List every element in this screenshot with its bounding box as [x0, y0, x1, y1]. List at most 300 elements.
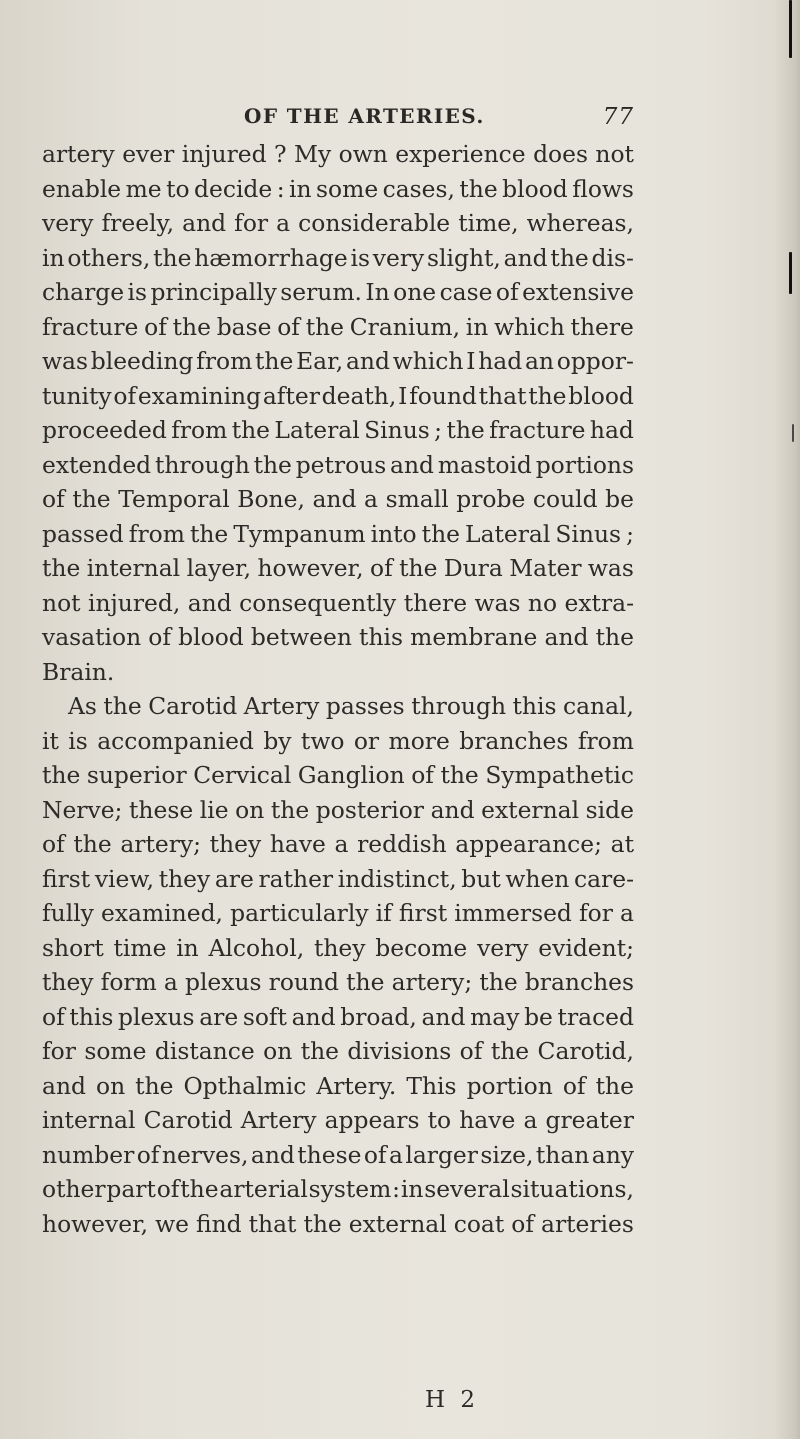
word: This [406, 1071, 457, 1100]
text-line [42, 379, 634, 414]
word: and [291, 1002, 336, 1031]
word: had [589, 416, 634, 444]
word: immersed [454, 899, 572, 927]
word: very [477, 933, 529, 962]
word: in [289, 174, 312, 203]
word: this [359, 623, 403, 651]
word: and [421, 1002, 466, 1031]
word: of [277, 312, 300, 341]
word: Cranium, [349, 312, 461, 341]
word: appears [324, 1106, 420, 1134]
word: time [113, 933, 167, 962]
word: to [427, 1106, 452, 1134]
word: slight, [427, 243, 501, 272]
word: ever [122, 140, 175, 168]
word: extended [42, 450, 152, 479]
word: on [263, 1037, 293, 1065]
word: does [533, 140, 588, 168]
word: and [345, 347, 390, 375]
word: passed [42, 519, 124, 548]
word: the [459, 174, 498, 203]
word: for [42, 1037, 76, 1065]
word: the [172, 312, 211, 341]
paragraph-end-line [42, 655, 634, 690]
word: side [585, 795, 634, 824]
word: injured, [87, 588, 181, 617]
word: arterial [219, 1175, 308, 1203]
word: superior [86, 761, 187, 789]
word: traced [557, 1002, 634, 1031]
text-line [42, 1207, 634, 1242]
word: the [72, 485, 111, 513]
word: a [364, 485, 378, 513]
word: Lateral [465, 519, 551, 548]
text-line [42, 1069, 634, 1104]
word: Artery. [316, 1071, 397, 1100]
text-line [42, 793, 634, 828]
word: Carotid, [537, 1037, 634, 1065]
word: of [411, 761, 434, 789]
word: at [610, 830, 634, 858]
word: the [550, 243, 589, 272]
word: from [577, 726, 634, 755]
text-line [42, 1034, 634, 1069]
word: of [370, 554, 393, 582]
word: for [579, 899, 613, 927]
text-line [42, 862, 634, 897]
text-line [42, 517, 634, 552]
word: may [470, 1002, 520, 1031]
word: extensive [522, 278, 634, 306]
word: was [587, 554, 634, 582]
word: the [135, 1071, 174, 1100]
word: Dura [443, 554, 503, 582]
word: the [399, 554, 438, 582]
word: tunity [42, 381, 112, 410]
word: when [505, 864, 570, 893]
word: any [591, 1140, 634, 1169]
word: is [68, 726, 88, 755]
word: me [125, 174, 162, 203]
word: a [620, 899, 634, 927]
word: was [42, 347, 88, 375]
word: Sympathetic [485, 761, 634, 789]
word: the [528, 381, 567, 410]
word: the [446, 416, 485, 444]
word: of [113, 381, 137, 410]
word: ? [274, 140, 287, 168]
text-line [42, 620, 634, 655]
word: from [196, 347, 253, 375]
word: had [478, 347, 523, 375]
word: there [403, 588, 468, 617]
word: several [424, 1175, 510, 1203]
word: membrane [410, 623, 538, 651]
text-line [42, 586, 634, 621]
word: and [390, 450, 435, 479]
word: could [532, 485, 598, 513]
word: that [478, 381, 527, 410]
word: a [334, 830, 349, 858]
word: charge [42, 278, 125, 306]
word: the [440, 761, 479, 789]
word: decide [194, 174, 273, 203]
word: and [250, 1140, 295, 1169]
text-line [42, 1103, 634, 1138]
word: on [96, 1071, 126, 1100]
word: size, [480, 1140, 534, 1169]
word: the [490, 1037, 530, 1065]
word: probe [456, 485, 526, 513]
word: Sinus [364, 416, 430, 444]
text-line [42, 241, 634, 276]
word: small [385, 485, 449, 513]
word: which [392, 347, 464, 375]
word: the [103, 692, 142, 720]
word: As [68, 692, 97, 720]
word: some [84, 1037, 147, 1065]
word: : [392, 1175, 401, 1203]
word: Carotid [148, 692, 238, 720]
word: the [180, 1175, 219, 1203]
word: posterior [315, 795, 424, 824]
word: base [216, 312, 272, 341]
word: and [42, 1071, 86, 1100]
text-line [42, 931, 634, 966]
word: the [595, 1071, 634, 1100]
word: fracture [42, 312, 139, 341]
word: cases, [382, 174, 455, 203]
word: from [128, 519, 185, 548]
word: of [136, 1140, 160, 1169]
word: blood [178, 623, 244, 651]
text-line [42, 827, 634, 862]
paragraph-first-line [42, 689, 634, 724]
word: for [234, 209, 269, 237]
word: the [479, 968, 518, 996]
text-line [42, 448, 634, 483]
word: of [42, 1002, 65, 1031]
word: they [42, 968, 94, 996]
word: larger [405, 1140, 478, 1169]
word: portions [535, 450, 634, 479]
word: fracture [489, 416, 586, 444]
word: be [605, 485, 634, 513]
word: distance [154, 1037, 255, 1065]
word: round [268, 968, 340, 996]
word: the [346, 968, 385, 996]
word: find [196, 1209, 242, 1238]
word: extra- [564, 588, 634, 617]
word: into [370, 519, 417, 548]
text-line [42, 275, 634, 310]
word: and [430, 795, 475, 824]
word: are [214, 864, 254, 893]
text-line [42, 206, 634, 241]
word: the [253, 450, 292, 479]
word: first [42, 864, 91, 893]
word: artery; [391, 968, 473, 996]
word: Brain. [42, 657, 115, 686]
text-line [42, 344, 634, 379]
word: case [439, 278, 493, 306]
word: there [570, 312, 634, 341]
word: have [269, 830, 326, 858]
word: very [372, 243, 425, 272]
word: death, [321, 381, 397, 410]
word: passes [325, 692, 405, 720]
word: two [300, 726, 345, 755]
word: Artery [240, 1106, 317, 1134]
word: plexus [184, 968, 262, 996]
word: very [42, 209, 94, 237]
word: the [303, 1209, 342, 1238]
word: the [231, 416, 271, 444]
word: evident; [538, 933, 634, 962]
word: branches [459, 726, 569, 755]
word: Carotid [143, 1106, 233, 1134]
word: if [375, 899, 392, 927]
text-line [42, 758, 634, 793]
word: Cervical [193, 761, 292, 789]
text-line [42, 1172, 634, 1207]
text-line [42, 413, 634, 448]
word: not [595, 140, 634, 168]
text-line [42, 1138, 634, 1173]
word: or [353, 726, 380, 755]
word: not [42, 588, 81, 617]
word: to [166, 174, 190, 203]
word: accompanied [97, 726, 254, 755]
word: external [481, 795, 580, 824]
text-line [42, 1000, 634, 1035]
word: it [42, 726, 59, 755]
word: a [388, 1140, 403, 1169]
word: of [459, 1037, 483, 1065]
word: in [400, 1175, 424, 1203]
word: situations, [510, 1175, 634, 1203]
word: these [129, 795, 194, 824]
word: serum. [280, 278, 362, 306]
word: are [199, 1002, 239, 1031]
word: reddish [357, 830, 447, 858]
word: the [305, 312, 345, 341]
text-line [42, 965, 634, 1000]
word: In [365, 278, 390, 306]
word: number [42, 1140, 135, 1169]
word: this [69, 1002, 114, 1031]
word: soft [242, 1002, 287, 1031]
word: oppor- [556, 347, 634, 375]
word: other [42, 1175, 106, 1203]
word: have [459, 1106, 516, 1134]
word: the [153, 243, 192, 272]
word: the [270, 795, 310, 824]
running-title: OF THE ARTERIES. [244, 104, 485, 128]
word: branches [524, 968, 634, 996]
word: ; [434, 416, 443, 444]
word: but [461, 864, 501, 893]
word: Artery [243, 692, 320, 720]
word: through [411, 692, 507, 720]
word: form [100, 968, 157, 996]
word: care- [574, 864, 634, 893]
word: is [127, 278, 148, 306]
word: My [294, 140, 332, 168]
word: proceeded [42, 416, 167, 444]
word: layer, [186, 554, 252, 582]
word: this [512, 692, 557, 720]
word: of [148, 623, 172, 651]
text-line [42, 172, 634, 207]
word: the [595, 623, 634, 651]
text-line [42, 724, 634, 759]
word: become [375, 933, 468, 962]
word: system [308, 1175, 392, 1203]
word: rather [258, 864, 334, 893]
word: plexus [117, 1002, 195, 1031]
word: than [535, 1140, 590, 1169]
word: found [409, 381, 477, 410]
word: examining [137, 381, 262, 410]
word: of [495, 278, 519, 306]
word: I [398, 381, 408, 410]
word: external [348, 1209, 447, 1238]
word: indistinct, [337, 864, 457, 893]
word: in [42, 243, 65, 272]
word: blood [568, 381, 634, 410]
edge-mark [792, 424, 794, 442]
word: the [189, 519, 229, 548]
word: Opthalmic [183, 1071, 307, 1100]
word: after [262, 381, 320, 410]
text-line [42, 482, 634, 517]
word: the [42, 761, 81, 789]
word: the [42, 554, 81, 582]
word: appearance; [455, 830, 602, 858]
word: which [494, 312, 565, 341]
word: arteries [541, 1209, 634, 1238]
word: of [363, 1140, 387, 1169]
word: Alcohol, [208, 933, 305, 962]
text-line [42, 310, 634, 345]
word: a [276, 209, 291, 237]
word: and [182, 209, 227, 237]
word: be [524, 1002, 553, 1031]
word: whereas, [526, 209, 634, 237]
word: and [312, 485, 357, 513]
word: I [466, 347, 476, 375]
word: blood [502, 174, 568, 203]
word: and [187, 588, 232, 617]
word: these [297, 1140, 362, 1169]
word: that [248, 1209, 297, 1238]
word: coat [453, 1209, 505, 1238]
word: internal [86, 554, 181, 582]
word: however, [257, 554, 364, 582]
word: vasation [42, 623, 142, 651]
word: flows [572, 174, 634, 203]
edge-mark [789, 0, 792, 58]
word: consequently [239, 588, 397, 617]
word: Ganglion [297, 761, 405, 789]
text-line [42, 896, 634, 931]
word: of [156, 1175, 180, 1203]
word: they [313, 933, 366, 962]
text-line [42, 551, 634, 586]
word: part [106, 1175, 156, 1203]
word: Temporal [118, 485, 230, 513]
word: enable [42, 174, 122, 203]
word: artery; [120, 830, 201, 858]
word: the [73, 830, 112, 858]
word: : [276, 174, 285, 203]
word: first [398, 899, 448, 927]
word: broad, [340, 1002, 417, 1031]
word: from [171, 416, 228, 444]
word: of [511, 1209, 534, 1238]
word: a [163, 968, 178, 996]
word: in [176, 933, 199, 962]
word: internal [42, 1106, 136, 1134]
word: mastoid [437, 450, 532, 479]
word: however, [42, 1209, 149, 1238]
body-text [42, 137, 634, 1241]
word: some [316, 174, 379, 203]
page-number: 77 [602, 104, 634, 130]
word: of [144, 312, 167, 341]
word: Sinus [555, 519, 622, 548]
word: the [300, 1037, 339, 1065]
word: fully [42, 899, 94, 927]
word: they [209, 830, 262, 858]
word: hæmorrhage [194, 243, 348, 272]
word: a [523, 1106, 538, 1134]
word: through [154, 450, 250, 479]
word: experience [395, 140, 526, 168]
word: in [465, 312, 489, 341]
word: and [503, 243, 548, 272]
word: particularly [230, 899, 369, 927]
word: bleeding [90, 347, 194, 375]
word: of [42, 830, 65, 858]
word: examined, [101, 899, 223, 927]
running-head [244, 104, 634, 134]
word: on [235, 795, 265, 824]
word: of [42, 485, 65, 513]
word: Nerve; [42, 795, 123, 824]
word: one [393, 278, 437, 306]
word: view, [94, 864, 155, 893]
word: freely, [101, 209, 175, 237]
word: is [350, 243, 371, 272]
word: own [338, 140, 388, 168]
word: injured [181, 140, 267, 168]
word: the [255, 347, 294, 375]
word: artery [42, 140, 115, 168]
word: of [562, 1071, 586, 1100]
word: short [42, 933, 104, 962]
word: petrous [295, 450, 387, 479]
word: Tympanum [233, 519, 366, 548]
word: more [388, 726, 450, 755]
word: Mater [509, 554, 582, 582]
word: divisions [347, 1037, 452, 1065]
text-line [42, 137, 634, 172]
word: nerves, [161, 1140, 249, 1169]
word: principally [150, 278, 277, 306]
word: ; [626, 519, 634, 548]
